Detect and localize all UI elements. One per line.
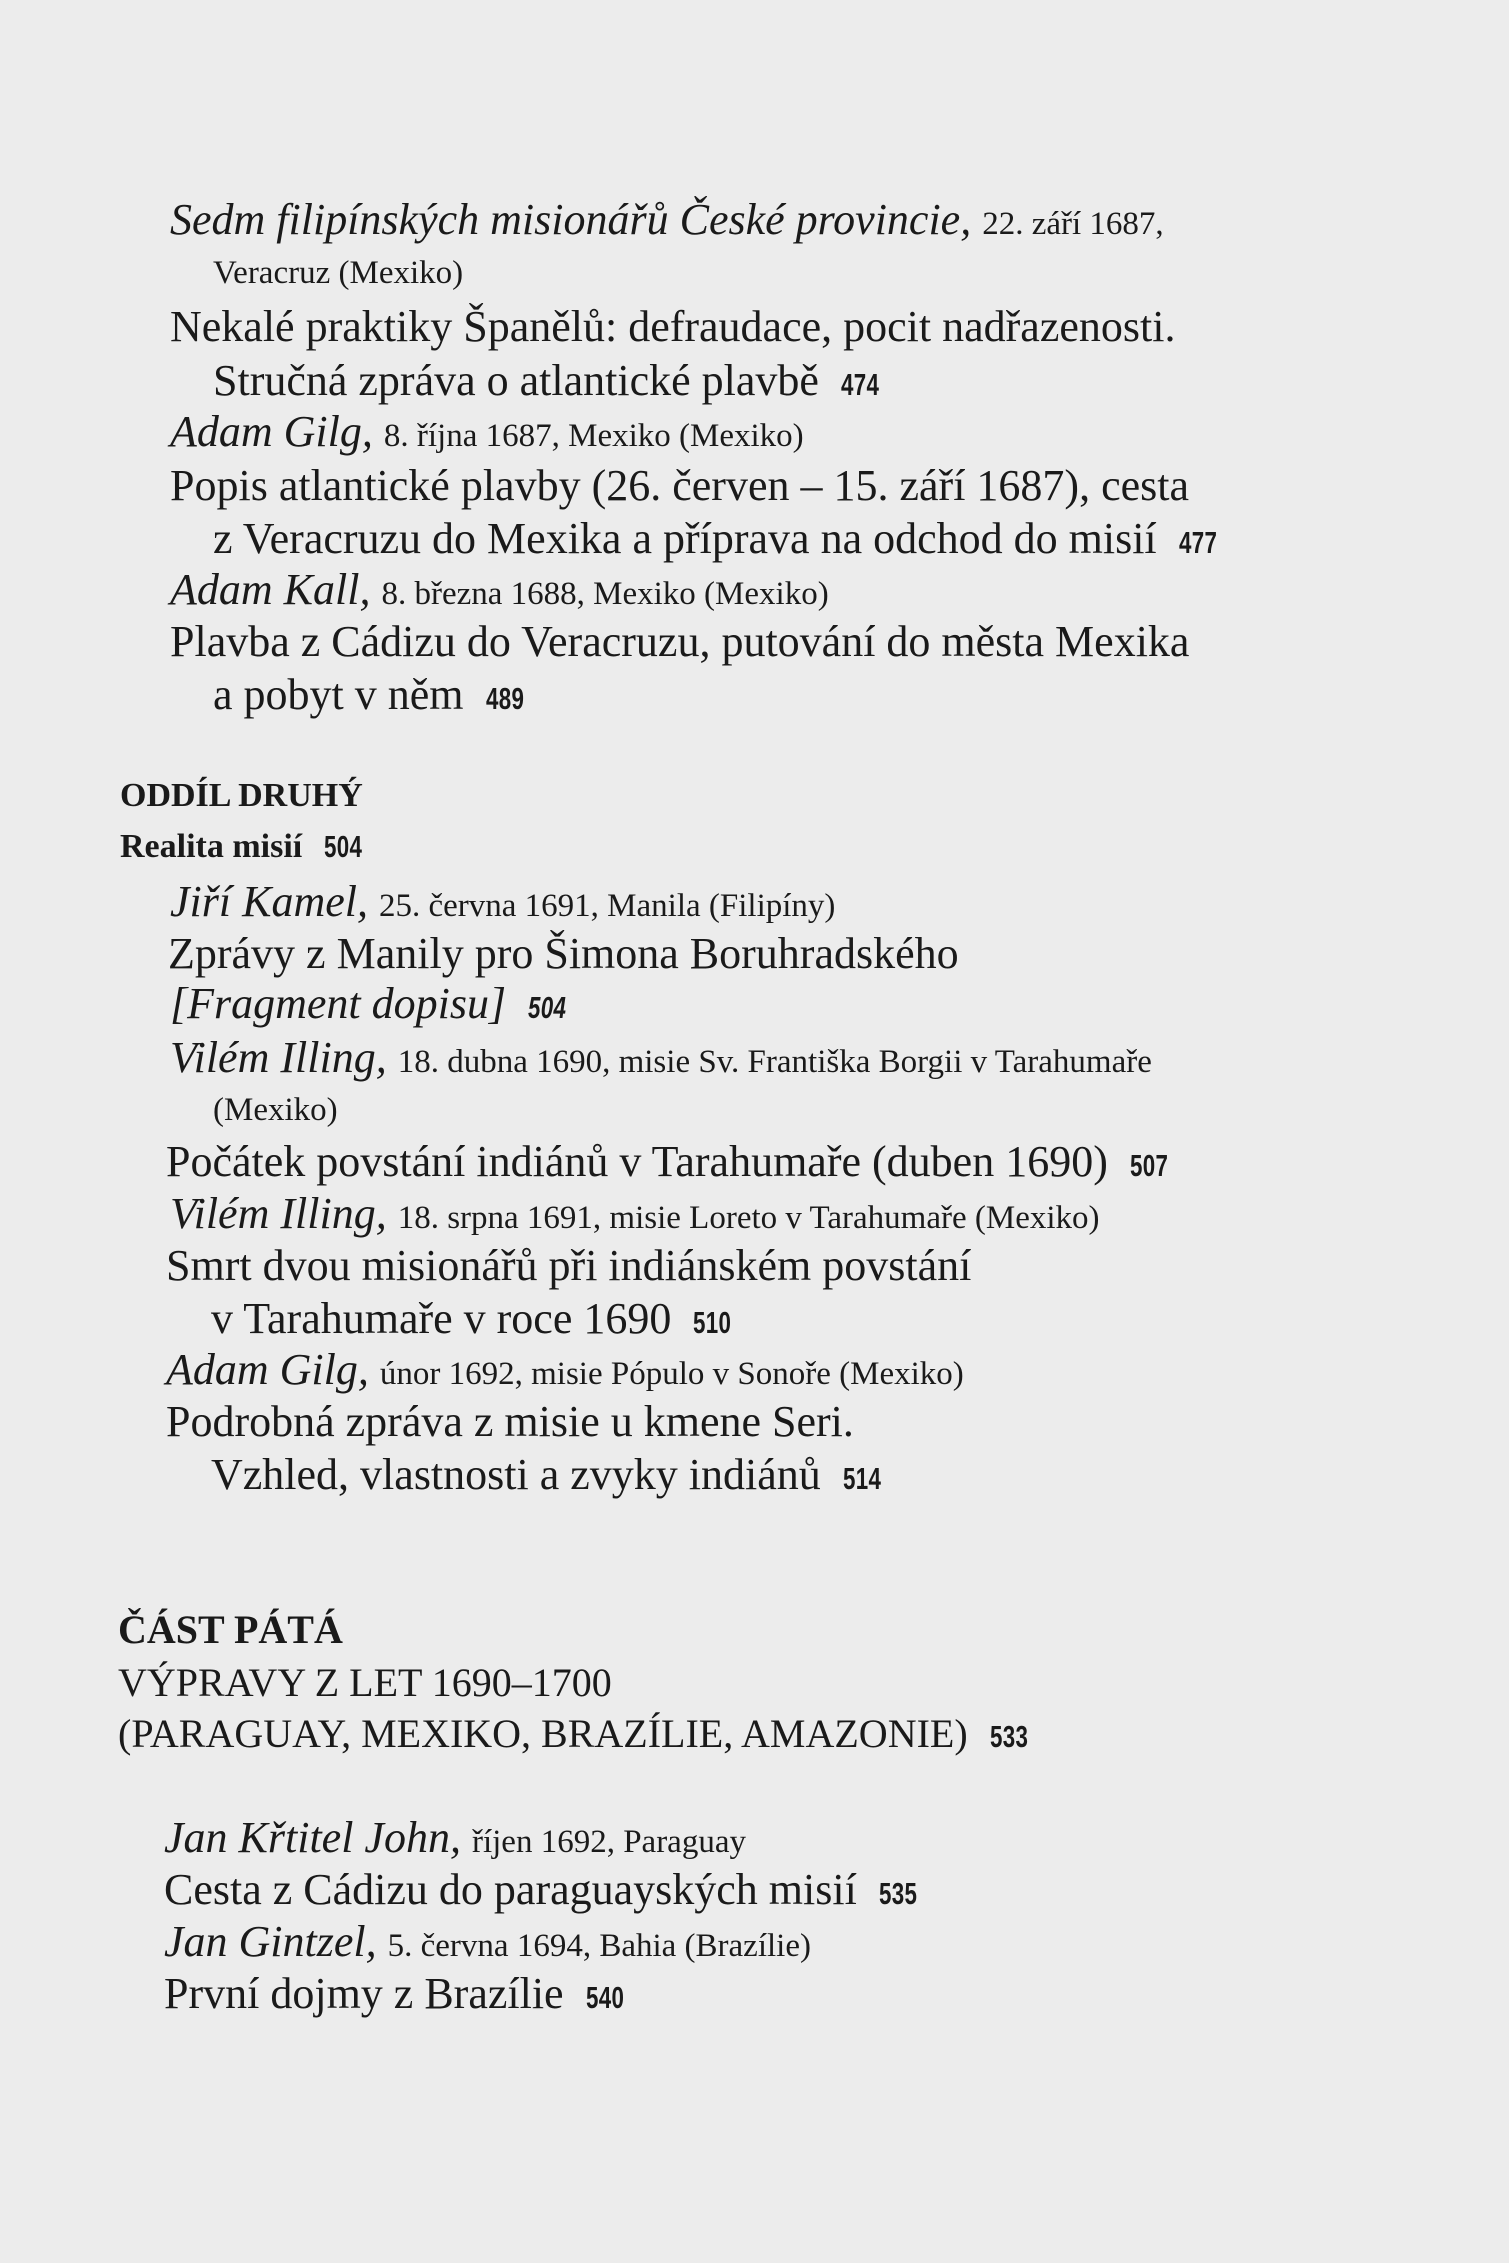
page-number: 474 bbox=[840, 367, 880, 402]
entry-meta: 8. března 1688, Mexiko (Mexiko) bbox=[381, 576, 829, 612]
entry-title-text: z Veracruzu do Mexika a příprava na odchod do misií bbox=[213, 514, 1157, 563]
page-number: 514 bbox=[842, 1461, 882, 1496]
entry-title bbox=[164, 1865, 932, 1914]
entry-author: Jan Křtitel John, bbox=[164, 1813, 461, 1862]
entry-author: Sedm filipínských misionářů České provincie, bbox=[170, 195, 972, 244]
entry-title-text: První dojmy z Brazílie bbox=[164, 1969, 564, 2018]
entry-author: Vilém Illing, bbox=[170, 1189, 387, 1238]
entry-title-text: v Tarahumaře v roce 1690 bbox=[211, 1294, 672, 1343]
entry-title-cont bbox=[213, 670, 539, 719]
entry-author-line bbox=[164, 1917, 811, 1966]
part-title: VÝPRAVY Z LET 1690–1700 bbox=[118, 1660, 612, 1705]
entry-meta: 18. srpna 1691, misie Loreto v Tarahumaře (Mexiko) bbox=[397, 1200, 1100, 1236]
entry-title: Nekalé praktiky Španělů: defraudace, pocit nadřazenosti. bbox=[170, 302, 1176, 351]
entry-title bbox=[166, 1137, 1183, 1186]
entry-meta: 18. dubna 1690, misie Sv. Františka Borgii v Tarahumaře bbox=[397, 1044, 1152, 1080]
page-number: 540 bbox=[585, 1980, 624, 2015]
entry-meta: 25. června 1691, Manila (Filipíny) bbox=[378, 888, 836, 924]
entry-author: Adam Kall, bbox=[170, 565, 371, 614]
entry-meta-cont: (Mexiko) bbox=[213, 1092, 338, 1128]
entry-author-line bbox=[170, 877, 836, 926]
entry-title-text: Vzhled, vlastnosti a zvyky indiánů bbox=[211, 1450, 821, 1499]
entry-title: Plavba z Cádizu do Veracruzu, putování do města Mexika bbox=[170, 617, 1190, 666]
entry-title bbox=[164, 1969, 639, 2018]
entry-meta: říjen 1692, Paraguay bbox=[471, 1824, 746, 1860]
section-heading: ODDÍL DRUHÝ bbox=[120, 777, 363, 814]
page-number: 489 bbox=[485, 681, 524, 716]
page-number: 535 bbox=[878, 1876, 918, 1911]
entry-title-cont bbox=[213, 356, 894, 405]
page-number: 477 bbox=[1178, 525, 1218, 560]
part-title-text: (PARAGUAY, MEXIKO, BRAZÍLIE, AMAZONIE) bbox=[118, 1711, 968, 1756]
part-heading: ČÁST PÁTÁ bbox=[118, 1607, 343, 1652]
entry-title-text: Počátek povstání indiánů v Tarahumaře (duben 1690) bbox=[166, 1137, 1108, 1186]
entry-author: Vilém Illing, bbox=[170, 1033, 387, 1082]
entry-title: Zprávy z Manily pro Šimona Boruhradského bbox=[168, 929, 959, 978]
entry-title-text: Cesta z Cádizu do paraguayských misií bbox=[164, 1865, 857, 1914]
entry-title: Smrt dvou misionářů při indiánském povstání bbox=[166, 1241, 972, 1290]
part-title-cont bbox=[118, 1711, 1043, 1756]
entry-title: Podrobná zpráva z misie u kmene Seri. bbox=[166, 1397, 854, 1446]
entry-author: Adam Gilg, bbox=[170, 407, 373, 456]
entry-author: Jiří Kamel, bbox=[170, 877, 368, 926]
entry-meta: 22. září 1687, bbox=[982, 206, 1164, 242]
page-number: 533 bbox=[989, 1719, 1028, 1754]
entry-meta: 5. června 1694, Bahia (Brazílie) bbox=[387, 1928, 811, 1964]
page-number: 507 bbox=[1129, 1148, 1169, 1183]
section-subheading: Realita misií bbox=[120, 828, 303, 865]
page-number: 504 bbox=[528, 990, 567, 1025]
entry-title-cont bbox=[170, 979, 581, 1028]
entry-title: Popis atlantické plavby (26. červen – 15. září 1687), cesta bbox=[170, 461, 1190, 510]
page-number: 504 bbox=[324, 829, 363, 864]
entry-author-line bbox=[170, 1189, 1100, 1238]
entry-title-text: [Fragment dopisu] bbox=[170, 979, 507, 1028]
entry-title-cont bbox=[211, 1294, 747, 1343]
entry-author: Adam Gilg, bbox=[166, 1345, 369, 1394]
entry-title-text: a pobyt v něm bbox=[213, 670, 464, 719]
entry-meta-cont: Veracruz (Mexiko) bbox=[213, 255, 464, 291]
entry-title-cont bbox=[211, 1450, 896, 1499]
entry-author-line bbox=[170, 1033, 1152, 1082]
entry-meta: 8. října 1687, Mexiko (Mexiko) bbox=[383, 418, 804, 454]
entry-author-line bbox=[170, 407, 804, 456]
entry-title-cont bbox=[213, 514, 1232, 563]
entry-author-line bbox=[170, 565, 829, 614]
entry-author-line bbox=[170, 195, 1164, 244]
section-subheading-line bbox=[120, 830, 378, 864]
page-number: 510 bbox=[693, 1305, 732, 1340]
entry-author-line bbox=[164, 1813, 746, 1862]
entry-meta: únor 1692, misie Pópulo v Sonoře (Mexiko) bbox=[379, 1356, 964, 1392]
entry-author: Jan Gintzel, bbox=[164, 1917, 377, 1966]
entry-author-line bbox=[166, 1345, 964, 1394]
entry-title-text: Stručná zpráva o atlantické plavbě bbox=[213, 356, 819, 405]
